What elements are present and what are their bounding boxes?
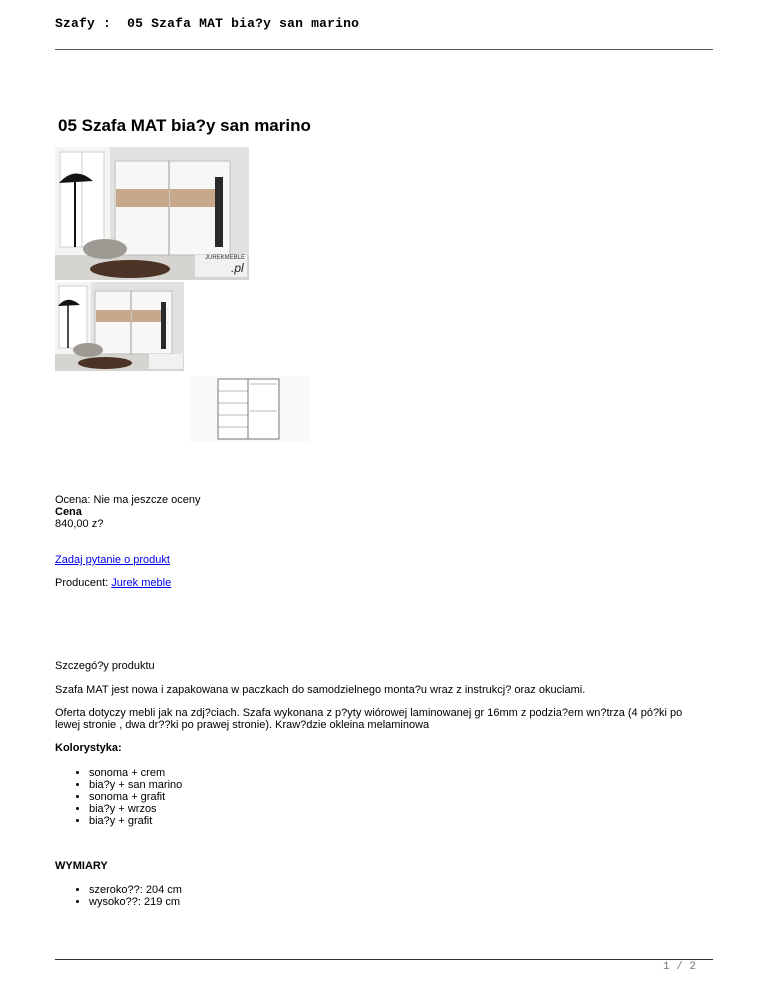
details-paragraph-1: Szafa MAT jest nowa i zapakowana w paczkach do samodzielnego monta?u wraz z instrukcj? oraz okuciami. xyxy=(55,684,586,696)
dimensions-heading: WYMIARY xyxy=(55,860,108,872)
price-label: Cena xyxy=(55,506,82,518)
color-option: • sonoma + grafit xyxy=(89,791,182,803)
details-paragraph-2: Oferta dotyczy mebli jak na zdj?ciach. Szafa wykonana z p?yty wiórowej laminowanej gr 16mm z podzia?em wn?trza (4 pó?ki po lewej stronie , dwa dr??ki po prawej stronie). Kraw?dzie okleina melaminowa xyxy=(55,707,683,731)
header-product: 05 Szafa MAT bia?y san marino xyxy=(127,16,360,31)
product-title: 05 Szafa MAT bia?y san marino xyxy=(58,116,311,135)
wardrobe-interior-diagram[interactable] xyxy=(190,376,310,442)
page-number: 1 / 2 xyxy=(663,961,697,973)
color-option: • sonoma + crem xyxy=(89,767,182,779)
color-option: • bia?y + grafit xyxy=(89,815,182,827)
product-photo-main[interactable] xyxy=(55,147,249,280)
watermark-tld: .pl xyxy=(231,261,244,275)
thumbnail-image xyxy=(55,282,184,371)
header-separator: : xyxy=(103,16,112,31)
producer-label: Producent: xyxy=(55,577,109,589)
colors-list xyxy=(55,767,182,827)
dimension-item: • szeroko??: 204 cm xyxy=(89,884,182,896)
price-value: 840,00 z? xyxy=(55,518,104,530)
watermark-brand: JUREKMEBLE xyxy=(205,255,246,261)
colors-heading: Kolorystyka: xyxy=(55,742,122,754)
producer-line xyxy=(55,577,171,589)
rating-label: Ocena: xyxy=(55,494,91,506)
document-header xyxy=(55,16,359,31)
producer-link[interactable]: Jurek meble xyxy=(111,577,172,589)
interior-diagram-image xyxy=(190,376,310,442)
product-photo-thumbnail[interactable] xyxy=(55,282,184,371)
color-option: • bia?y + san marino xyxy=(89,779,182,791)
header-category: Szafy xyxy=(55,16,96,31)
ask-question-container xyxy=(55,554,170,566)
dimensions-list xyxy=(55,884,182,908)
footer-divider xyxy=(55,959,713,960)
details-heading: Szczegó?y produktu xyxy=(55,660,155,672)
rating-value: Nie ma jeszcze oceny xyxy=(93,494,201,506)
ask-question-link[interactable]: Zadaj pytanie o produkt xyxy=(55,554,170,566)
dimension-item: • wysoko??: 219 cm xyxy=(89,896,182,908)
rating-line xyxy=(55,494,201,506)
header-divider xyxy=(55,49,713,50)
color-option: • bia?y + wrzos xyxy=(89,803,182,815)
